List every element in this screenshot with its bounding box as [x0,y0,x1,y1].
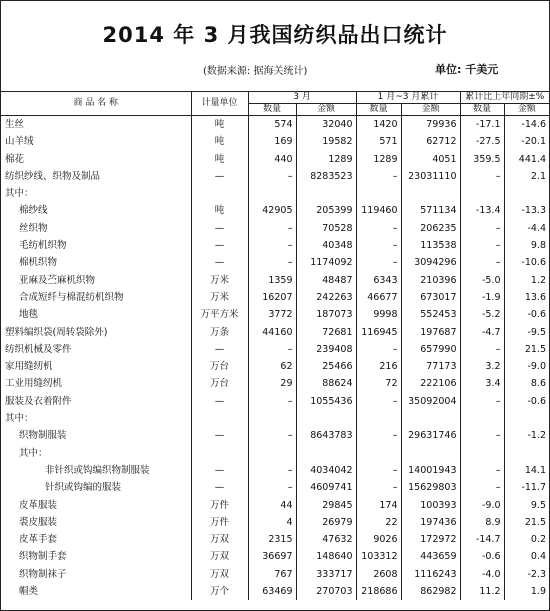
row-jan-mar-qty-cell: 6343 [356,272,401,289]
row-unit-cell: — [191,427,248,444]
row-march-amount-cell: 239408 [296,341,356,358]
table-row [1,254,549,271]
row-march-qty-cell: 4 [248,514,296,531]
data-source-note: (数据来源: 据海关统计) [203,66,308,77]
row-march-qty-cell: – [248,341,296,358]
row-name-cell: 裘皮服装 [19,516,58,528]
row-jan-mar-qty-cell [356,445,401,462]
row-jan-mar-amount-cell: 15629803 [401,479,460,496]
table-row [1,168,549,185]
row-name-cell: 毛纺机织物 [19,240,67,252]
row-march-amount-cell: 26979 [296,514,356,531]
export-stats-table [1,91,549,600]
row-jan-mar-qty-cell: 119460 [356,202,401,219]
row-march-amount-cell [296,185,356,202]
row-yoy-amount-cell: 8.6 [504,375,549,392]
row-jan-mar-qty-cell: – [356,462,401,479]
table-row [1,479,549,496]
row-jan-mar-amount-cell: 23031110 [401,168,460,185]
row-unit-cell: — [191,254,248,271]
row-jan-mar-amount-cell: 113538 [401,237,460,254]
row-yoy-qty-cell: – [460,237,504,254]
col-header-march-qty: 数量 [248,104,296,116]
table-row [1,202,549,219]
row-jan-mar-amount-cell: 1116243 [401,566,460,583]
row-jan-mar-amount-cell: 657990 [401,341,460,358]
table-row [1,497,549,514]
row-march-amount-cell: 148640 [296,548,356,565]
row-yoy-amount-cell: 21.5 [504,341,549,358]
row-jan-mar-amount-cell: 673017 [401,289,460,306]
row-unit-cell: — [191,237,248,254]
row-yoy-amount-cell: 0.4 [504,548,549,565]
row-march-amount-cell: 8643783 [296,427,356,444]
row-yoy-amount-cell: -2.3 [504,566,549,583]
row-yoy-qty-cell: -13.4 [460,202,504,219]
row-march-amount-cell: 48487 [296,272,356,289]
row-march-amount-cell: 47632 [296,531,356,548]
row-name-cell: 纺织机械及零件 [5,343,72,355]
row-march-amount-cell: 19582 [296,133,356,150]
row-jan-mar-qty-cell: 174 [356,497,401,514]
row-yoy-qty-cell: – [460,168,504,185]
row-march-qty-cell: 574 [248,116,296,134]
table-row [1,151,549,168]
row-unit-cell: — [191,220,248,237]
row-name-cell: 纺织纱线、织物及制品 [5,170,101,182]
row-yoy-amount-cell: -9.5 [504,324,549,341]
row-jan-mar-qty-cell: – [356,341,401,358]
table-row [1,410,549,427]
row-name-cell: 棉花 [5,153,25,165]
row-jan-mar-amount-cell: 571134 [401,202,460,219]
row-unit-cell [191,410,248,427]
row-jan-mar-amount-cell: 206235 [401,220,460,237]
row-unit-cell: 万台 [191,375,248,392]
row-yoy-qty-cell: 3.4 [460,375,504,392]
row-name-cell: 织物制手套 [19,551,67,563]
row-yoy-qty-cell [460,410,504,427]
row-name-cell: 皮革手套 [19,534,58,546]
table-row [1,548,549,565]
row-yoy-amount-cell: 1.9 [504,583,549,600]
row-march-qty-cell: 3772 [248,306,296,323]
col-header-yoy-qty: 数量 [460,104,504,116]
row-march-qty-cell: 62 [248,358,296,375]
row-unit-cell: 万台 [191,358,248,375]
table-row [1,289,549,306]
row-march-amount-cell: 70528 [296,220,356,237]
row-yoy-qty-cell: 11.2 [460,583,504,600]
row-unit-cell: — [191,479,248,496]
row-yoy-amount-cell: 1.2 [504,272,549,289]
row-unit-cell: 万平方米 [191,306,248,323]
row-jan-mar-amount-cell: 100393 [401,497,460,514]
row-jan-mar-qty-cell: – [356,393,401,410]
row-march-qty-cell: – [248,479,296,496]
row-yoy-qty-cell: – [460,427,504,444]
row-name-cell: 服装及衣着附件 [5,395,72,407]
row-jan-mar-qty-cell: 2608 [356,566,401,583]
row-name-cell: 亚麻及苎麻机织物 [19,274,96,286]
row-yoy-amount-cell: 441.4 [504,151,549,168]
row-yoy-amount-cell [504,410,549,427]
row-march-amount-cell: 88624 [296,375,356,392]
row-unit-cell: — [191,341,248,358]
row-name-cell: 其中： [19,447,48,459]
table-row [1,272,549,289]
row-yoy-amount-cell: -13.3 [504,202,549,219]
row-yoy-qty-cell: 3.2 [460,358,504,375]
table-row [1,185,549,202]
row-yoy-qty-cell: – [460,341,504,358]
row-yoy-qty-cell: 8.9 [460,514,504,531]
table-row [1,583,549,600]
row-yoy-qty-cell: – [460,479,504,496]
row-jan-mar-amount-cell: 862982 [401,583,460,600]
row-march-amount-cell: 25466 [296,358,356,375]
row-yoy-qty-cell: – [460,393,504,410]
row-march-qty-cell: 42905 [248,202,296,219]
row-yoy-qty-cell: – [460,220,504,237]
row-yoy-qty-cell: -4.7 [460,324,504,341]
row-unit-cell: — [191,393,248,410]
table-row [1,514,549,531]
row-jan-mar-amount-cell: 79936 [401,116,460,134]
row-march-amount-cell: 40348 [296,237,356,254]
col-header-measure: 计量单位 [191,92,248,116]
row-name-cell: 生丝 [5,119,25,130]
row-jan-mar-amount-cell: 210396 [401,272,460,289]
row-jan-mar-amount-cell: 77173 [401,358,460,375]
unit-note: 单位: 千美元 [435,63,499,76]
row-jan-mar-qty-cell: 72 [356,375,401,392]
row-march-qty-cell: 36697 [248,548,296,565]
table-row [1,306,549,323]
row-yoy-amount-cell: 0.2 [504,531,549,548]
row-unit-cell: 万米 [191,289,248,306]
table-row [1,531,549,548]
row-march-qty-cell: 29 [248,375,296,392]
table-row [1,375,549,392]
row-jan-mar-amount-cell [401,410,460,427]
row-yoy-amount-cell: -14.6 [504,116,549,134]
row-name-cell: 针织或钩编的服装 [45,482,122,494]
row-yoy-amount-cell: 9.5 [504,497,549,514]
row-jan-mar-qty-cell: 1420 [356,116,401,134]
row-yoy-amount-cell: -0.6 [504,393,549,410]
row-jan-mar-qty-cell [356,185,401,202]
row-unit-cell: 万条 [191,324,248,341]
row-yoy-amount-cell: -11.7 [504,479,549,496]
row-unit-cell: 万个 [191,583,248,600]
row-march-qty-cell: – [248,393,296,410]
header-row-top [1,92,549,104]
row-name-cell: 塑料编织袋(周转袋除外) [5,326,108,338]
row-yoy-qty-cell: -14.7 [460,531,504,548]
row-unit-cell: 吨 [191,116,248,134]
row-jan-mar-amount-cell: 29631746 [401,427,460,444]
row-jan-mar-qty-cell: 103312 [356,548,401,565]
row-yoy-amount-cell [504,185,549,202]
row-unit-cell: 吨 [191,202,248,219]
row-jan-mar-amount-cell: 552453 [401,306,460,323]
row-jan-mar-amount-cell: 3094296 [401,254,460,271]
row-march-qty-cell [248,445,296,462]
row-march-amount-cell: 29845 [296,497,356,514]
table-row [1,116,549,134]
row-march-qty-cell [248,185,296,202]
row-name-cell: 织物制袜子 [19,568,67,580]
row-yoy-amount-cell: -20.1 [504,133,549,150]
row-jan-mar-qty-cell: 571 [356,133,401,150]
row-march-amount-cell: 270703 [296,583,356,600]
row-march-amount-cell: 8283523 [296,168,356,185]
col-header-march-amount: 金额 [296,104,356,116]
row-jan-mar-amount-cell: 172972 [401,531,460,548]
row-march-qty-cell: – [248,237,296,254]
row-jan-mar-qty-cell: 216 [356,358,401,375]
row-name-cell: 家用缝纫机 [5,361,53,373]
row-jan-mar-qty-cell: 9998 [356,306,401,323]
row-yoy-amount-cell: -0.6 [504,306,549,323]
row-march-qty-cell: 44160 [248,324,296,341]
row-march-qty-cell: – [248,254,296,271]
row-unit-cell [191,185,248,202]
row-name-cell: 地毯 [19,309,39,321]
row-unit-cell: 万双 [191,566,248,583]
row-jan-mar-qty-cell: 218686 [356,583,401,600]
row-march-amount-cell: 1174092 [296,254,356,271]
row-name-cell: 工业用缝纫机 [5,378,63,390]
row-name-cell: 合成短纤与棉混纺机织物 [19,291,124,303]
row-yoy-qty-cell: -17.1 [460,116,504,134]
row-name-cell: 皮革服装 [19,499,58,511]
row-yoy-qty-cell: -1.9 [460,289,504,306]
row-jan-mar-qty-cell: – [356,168,401,185]
row-unit-cell: 吨 [191,151,248,168]
row-jan-mar-amount-cell: 197436 [401,514,460,531]
row-yoy-qty-cell: 359.5 [460,151,504,168]
row-yoy-amount-cell: 14.1 [504,462,549,479]
row-march-amount-cell: 4034042 [296,462,356,479]
row-yoy-amount-cell: 2.1 [504,168,549,185]
row-unit-cell: 吨 [191,133,248,150]
table-row [1,341,549,358]
row-yoy-qty-cell: -27.5 [460,133,504,150]
row-yoy-qty-cell: -5.2 [460,306,504,323]
row-yoy-amount-cell: -9.0 [504,358,549,375]
row-yoy-qty-cell: -5.0 [460,272,504,289]
table-row [1,566,549,583]
row-jan-mar-amount-cell: 14001943 [401,462,460,479]
col-header-yoy: 累计比上年同期±% [460,92,549,104]
row-jan-mar-qty-cell: – [356,427,401,444]
table-row [1,427,549,444]
row-march-qty-cell: 1359 [248,272,296,289]
col-header-jan-mar: 1 月~3 月累计 [356,92,460,104]
row-jan-mar-qty-cell: 116945 [356,324,401,341]
row-march-qty-cell: 440 [248,151,296,168]
row-march-amount-cell: 242263 [296,289,356,306]
table-row [1,393,549,410]
row-jan-mar-qty-cell: – [356,479,401,496]
row-jan-mar-amount-cell [401,445,460,462]
row-march-qty-cell: 16207 [248,289,296,306]
row-march-amount-cell: 1055436 [296,393,356,410]
row-unit-cell: — [191,168,248,185]
row-march-qty-cell: 44 [248,497,296,514]
row-jan-mar-qty-cell: – [356,237,401,254]
row-march-amount-cell: 205399 [296,202,356,219]
row-jan-mar-amount-cell: 4051 [401,151,460,168]
row-march-qty-cell: – [248,462,296,479]
col-header-name: 商 品 名 称 [1,92,191,116]
row-name-cell: 丝织物 [19,222,48,234]
row-jan-mar-qty-cell: 9026 [356,531,401,548]
row-yoy-qty-cell: -0.6 [460,548,504,565]
row-unit-cell: 万双 [191,531,248,548]
row-jan-mar-amount-cell: 197687 [401,324,460,341]
row-unit-cell: 万双 [191,548,248,565]
row-march-qty-cell: – [248,220,296,237]
row-yoy-qty-cell: -4.0 [460,566,504,583]
table-row [1,324,549,341]
row-jan-mar-amount-cell: 35092004 [401,393,460,410]
row-jan-mar-qty-cell: – [356,220,401,237]
row-name-cell: 帽类 [19,586,39,598]
row-march-qty-cell: 169 [248,133,296,150]
row-march-amount-cell [296,410,356,427]
row-yoy-qty-cell [460,185,504,202]
table-row [1,445,549,462]
row-yoy-amount-cell: -1.2 [504,427,549,444]
row-yoy-amount-cell: 13.6 [504,289,549,306]
row-jan-mar-amount-cell: 443659 [401,548,460,565]
row-march-qty-cell: – [248,427,296,444]
row-name-cell: 山羊绒 [5,136,34,148]
table-row [1,358,549,375]
row-yoy-amount-cell: -4.4 [504,220,549,237]
row-jan-mar-qty-cell: 46677 [356,289,401,306]
row-yoy-amount-cell: -10.6 [504,254,549,271]
col-header-march: 3 月 [248,92,356,104]
table-row [1,237,549,254]
row-yoy-amount-cell: 21.5 [504,514,549,531]
row-unit-cell: 万件 [191,497,248,514]
row-march-qty-cell: 2315 [248,531,296,548]
row-march-amount-cell: 1289 [296,151,356,168]
row-jan-mar-amount-cell: 222106 [401,375,460,392]
row-march-qty-cell: 63469 [248,583,296,600]
row-unit-cell: 万米 [191,272,248,289]
row-march-amount-cell: 72681 [296,324,356,341]
document-title: 2014 年 3 月我国纺织品出口统计 [102,23,448,47]
row-yoy-qty-cell: -9.0 [460,497,504,514]
row-jan-mar-qty-cell: 1289 [356,151,401,168]
row-name-cell: 织物制服装 [19,430,67,442]
row-march-amount-cell: 333717 [296,566,356,583]
row-march-amount-cell [296,445,356,462]
row-name-cell: 棉纱线 [19,205,48,217]
table-row [1,133,549,150]
row-march-amount-cell: 187073 [296,306,356,323]
row-yoy-amount-cell: 9.8 [504,237,549,254]
row-yoy-amount-cell [504,445,549,462]
row-jan-mar-amount-cell: 62712 [401,133,460,150]
row-yoy-qty-cell: – [460,462,504,479]
row-unit-cell [191,445,248,462]
row-yoy-qty-cell: – [460,254,504,271]
col-header-yoy-amount: 金额 [504,104,549,116]
row-jan-mar-qty-cell: 22 [356,514,401,531]
row-march-qty-cell: 767 [248,566,296,583]
table-row [1,220,549,237]
row-name-cell: 非针织或钩编织物制服装 [45,464,150,476]
row-unit-cell: — [191,462,248,479]
row-jan-mar-amount-cell [401,185,460,202]
row-jan-mar-qty-cell [356,410,401,427]
row-march-amount-cell: 32040 [296,116,356,134]
row-march-amount-cell: 4609741 [296,479,356,496]
col-header-jan-mar-qty: 数量 [356,104,401,116]
row-march-qty-cell: – [248,168,296,185]
row-name-cell: 其中： [5,413,34,425]
row-name-cell: 其中： [5,188,34,200]
row-unit-cell: 万件 [191,514,248,531]
row-name-cell: 棉机织物 [19,257,58,269]
row-march-qty-cell [248,410,296,427]
col-header-jan-mar-amount: 金额 [401,104,460,116]
table-row [1,462,549,479]
row-yoy-qty-cell [460,445,504,462]
table-body [1,116,549,601]
row-jan-mar-qty-cell: – [356,254,401,271]
